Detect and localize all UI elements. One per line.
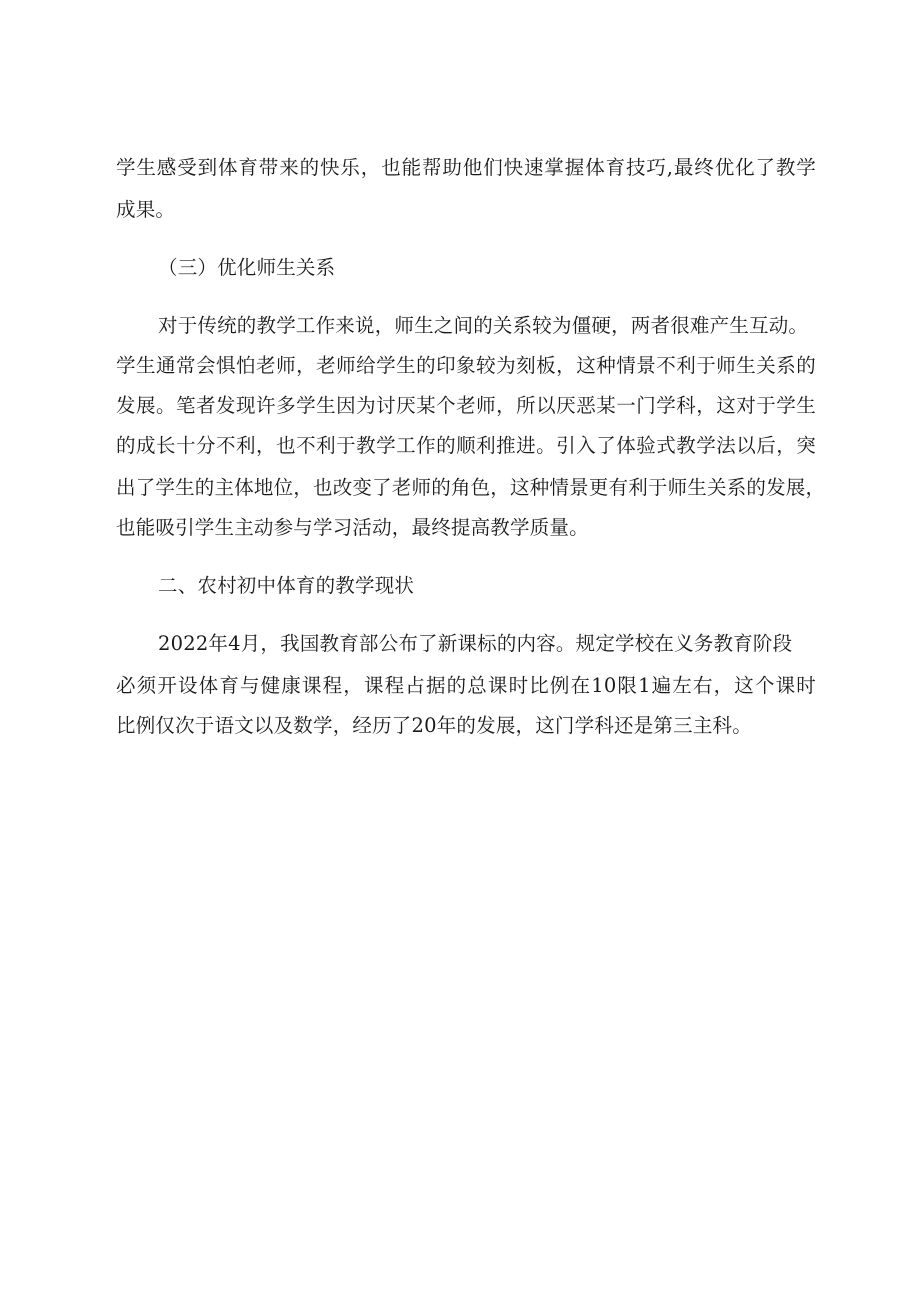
paragraph-line: 成果。 <box>116 198 176 221</box>
paragraph-line: 学生通常会惧怕老师，老师给学生的印象较为刻板，这种情景不利于师生关系的 <box>116 354 816 377</box>
paragraph-line: 学生感受到体育带来的快乐，也能帮助他们快速掌握体育技巧,最终优化了教学 <box>116 156 816 179</box>
section-heading: （三）优化师生关系 <box>158 256 336 279</box>
section-heading: 二、农村初中体育的教学现状 <box>158 574 415 597</box>
paragraph-line: 必须开设体育与健康课程，课程占据的总课时比例在10限1遍左右，这个课时 <box>116 674 816 697</box>
paragraph-line: 的成长十分不利，也不利于教学工作的顺利推进。引入了体验式教学法以后，突 <box>116 434 816 457</box>
paragraph-line: 对于传统的教学工作来说，师生之间的关系较为僵硬，两者很难产生互动。 <box>158 314 809 337</box>
paragraph-line: 也能吸引学生主动参与学习活动，最终提高教学质量。 <box>116 516 589 539</box>
paragraph-line: 比例仅次于语文以及数学，经历了20年的发展，这门学科还是第三主科。 <box>116 714 752 737</box>
paragraph-line: 出了学生的主体地位，也改变了老师的角色，这种情景更有利于师生关系的发展， <box>116 476 826 499</box>
paragraph-line: 发展。笔者发现许多学生因为讨厌某个老师，所以厌恶某一门学科，这对于学生 <box>116 394 816 417</box>
paragraph-line: 2022年4月，我国教育部公布了新课标的内容。规定学校在义务教育阶段 <box>158 632 793 655</box>
